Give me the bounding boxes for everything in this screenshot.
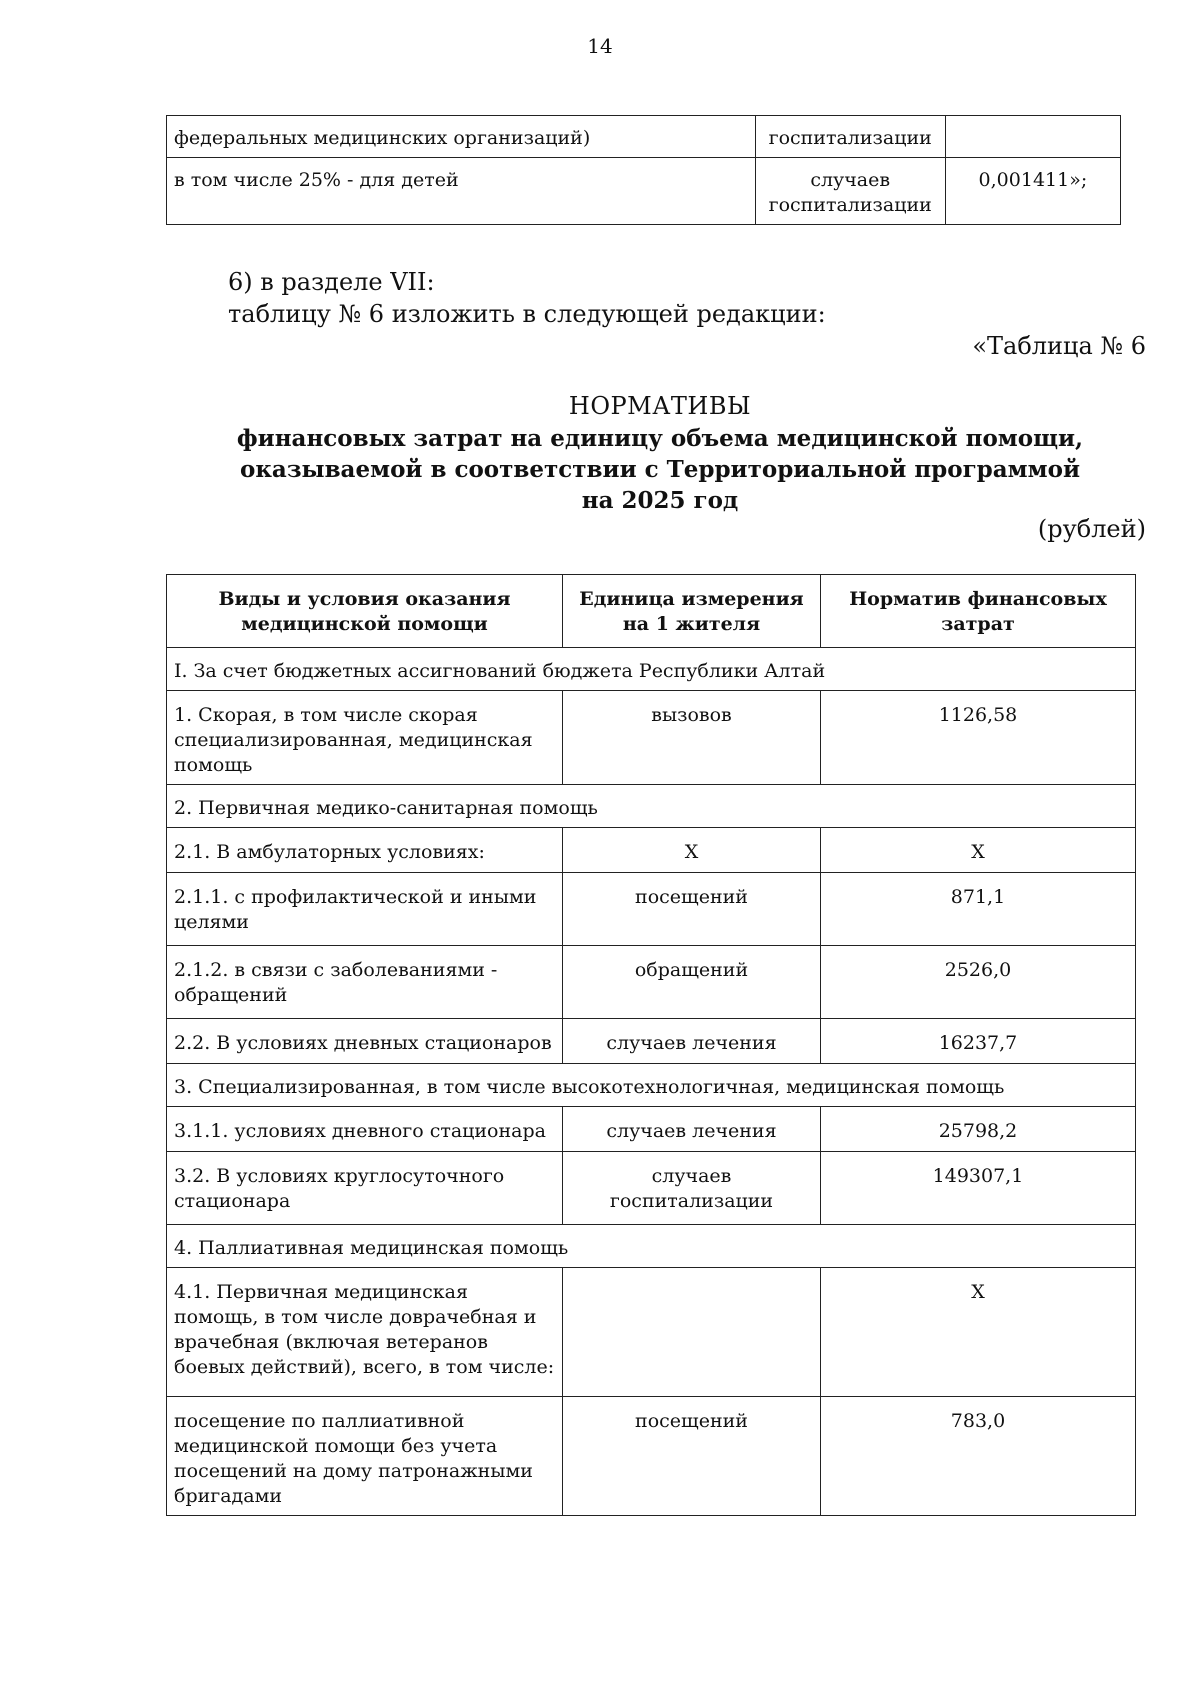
table-cell: 1. Скорая, в том числе скорая специализированная, медицинская помощь: [167, 691, 563, 785]
table-cell: посещение по паллиативной медицинской помощи без учета посещений на дому патронажными бригадами: [167, 1397, 563, 1516]
table-cell: Х: [821, 1268, 1136, 1397]
title-line: финансовых затрат на единицу объема медицинской помощи,: [236, 425, 1084, 452]
table-row: [167, 691, 1136, 785]
section-row: 2. Первичная медико-санитарная помощь: [167, 785, 1136, 828]
table-row: [167, 1107, 1136, 1152]
table-row: [167, 946, 1136, 1019]
table-cell: обращений: [563, 946, 821, 1019]
instruction-paragraph: таблицу № 6 изложить в следующей редакции:: [228, 300, 826, 328]
table-cell: 0,001411»;: [945, 158, 1120, 225]
table-row: [167, 1019, 1136, 1064]
table-cell: 2526,0: [821, 946, 1136, 1019]
units-label: (рублей): [1037, 515, 1146, 543]
table-cell: 3.1.1. условиях дневного стационара: [167, 1107, 563, 1152]
table-cell: 4.1. Первичная медицинская помощь, в том числе доврачебная и врачебная (включая ветеранов боевых действий), всего, в том числе:: [167, 1268, 563, 1397]
table-cell: 3.2. В условиях круглосуточного стационара: [167, 1152, 563, 1225]
table-cell: 2.2. В условиях дневных стационаров: [167, 1019, 563, 1064]
table-cell: Х: [563, 828, 821, 873]
standards-table: [166, 574, 1136, 1516]
table-cell: федеральных медицинских организаций): [167, 116, 756, 158]
table-cell: 2.1.2. в связи с заболеваниями - обращений: [167, 946, 563, 1019]
table-cell: 25798,2: [821, 1107, 1136, 1152]
table-cell: 16237,7: [821, 1019, 1136, 1064]
table-cell: случаев госпитализации: [755, 158, 945, 225]
table-cell: Х: [821, 828, 1136, 873]
table-cell: случаев госпитализации: [563, 1152, 821, 1225]
table-row: [167, 1064, 1136, 1107]
table-row: [167, 158, 1121, 225]
table-row: [167, 873, 1136, 946]
table-header-row: [167, 575, 1136, 648]
section-row: I. За счет бюджетных ассигнований бюджета Республики Алтай: [167, 648, 1136, 691]
table-cell: случаев лечения: [563, 1019, 821, 1064]
column-header: Норматив финансовых затрат: [821, 575, 1136, 648]
table-cell: 2.1.1. с профилактической и иными целями: [167, 873, 563, 946]
title-line: на 2025 год: [581, 487, 739, 514]
title-line: оказываемой в соответствии с Территориальной программой: [239, 456, 1081, 483]
section-paragraph: 6) в разделе VII:: [228, 268, 435, 296]
document-title: НОРМАТИВЫ: [568, 392, 752, 420]
table-row: [167, 1397, 1136, 1516]
table-cell: [563, 1268, 821, 1397]
section-row: 4. Паллиативная медицинская помощь: [167, 1225, 1136, 1268]
table-row: [167, 828, 1136, 873]
table-row: [167, 1152, 1136, 1225]
table-cell: случаев лечения: [563, 1107, 821, 1152]
column-header: Единица измерения на 1 жителя: [563, 575, 821, 648]
table-cell: 1126,58: [821, 691, 1136, 785]
table-row: [167, 1225, 1136, 1268]
table-cell: 871,1: [821, 873, 1136, 946]
table-row: [167, 116, 1121, 158]
continued-table: [166, 115, 1121, 225]
table-cell: вызовов: [563, 691, 821, 785]
table-cell: 149307,1: [821, 1152, 1136, 1225]
table-cell: посещений: [563, 873, 821, 946]
table-reference: «Таблица № 6: [972, 332, 1146, 360]
table-row: [167, 1268, 1136, 1397]
table-cell: [945, 116, 1120, 158]
column-header: Виды и условия оказания медицинской помощи: [167, 575, 563, 648]
table-cell: в том числе 25% - для детей: [167, 158, 756, 225]
section-row: 3. Специализированная, в том числе высокотехнологичная, медицинская помощь: [167, 1064, 1136, 1107]
page-number: 14: [587, 34, 613, 58]
table-cell: посещений: [563, 1397, 821, 1516]
table-row: [167, 785, 1136, 828]
table-cell: 783,0: [821, 1397, 1136, 1516]
table-cell: 2.1. В амбулаторных условиях:: [167, 828, 563, 873]
table-row: [167, 648, 1136, 691]
table-cell: госпитализации: [755, 116, 945, 158]
